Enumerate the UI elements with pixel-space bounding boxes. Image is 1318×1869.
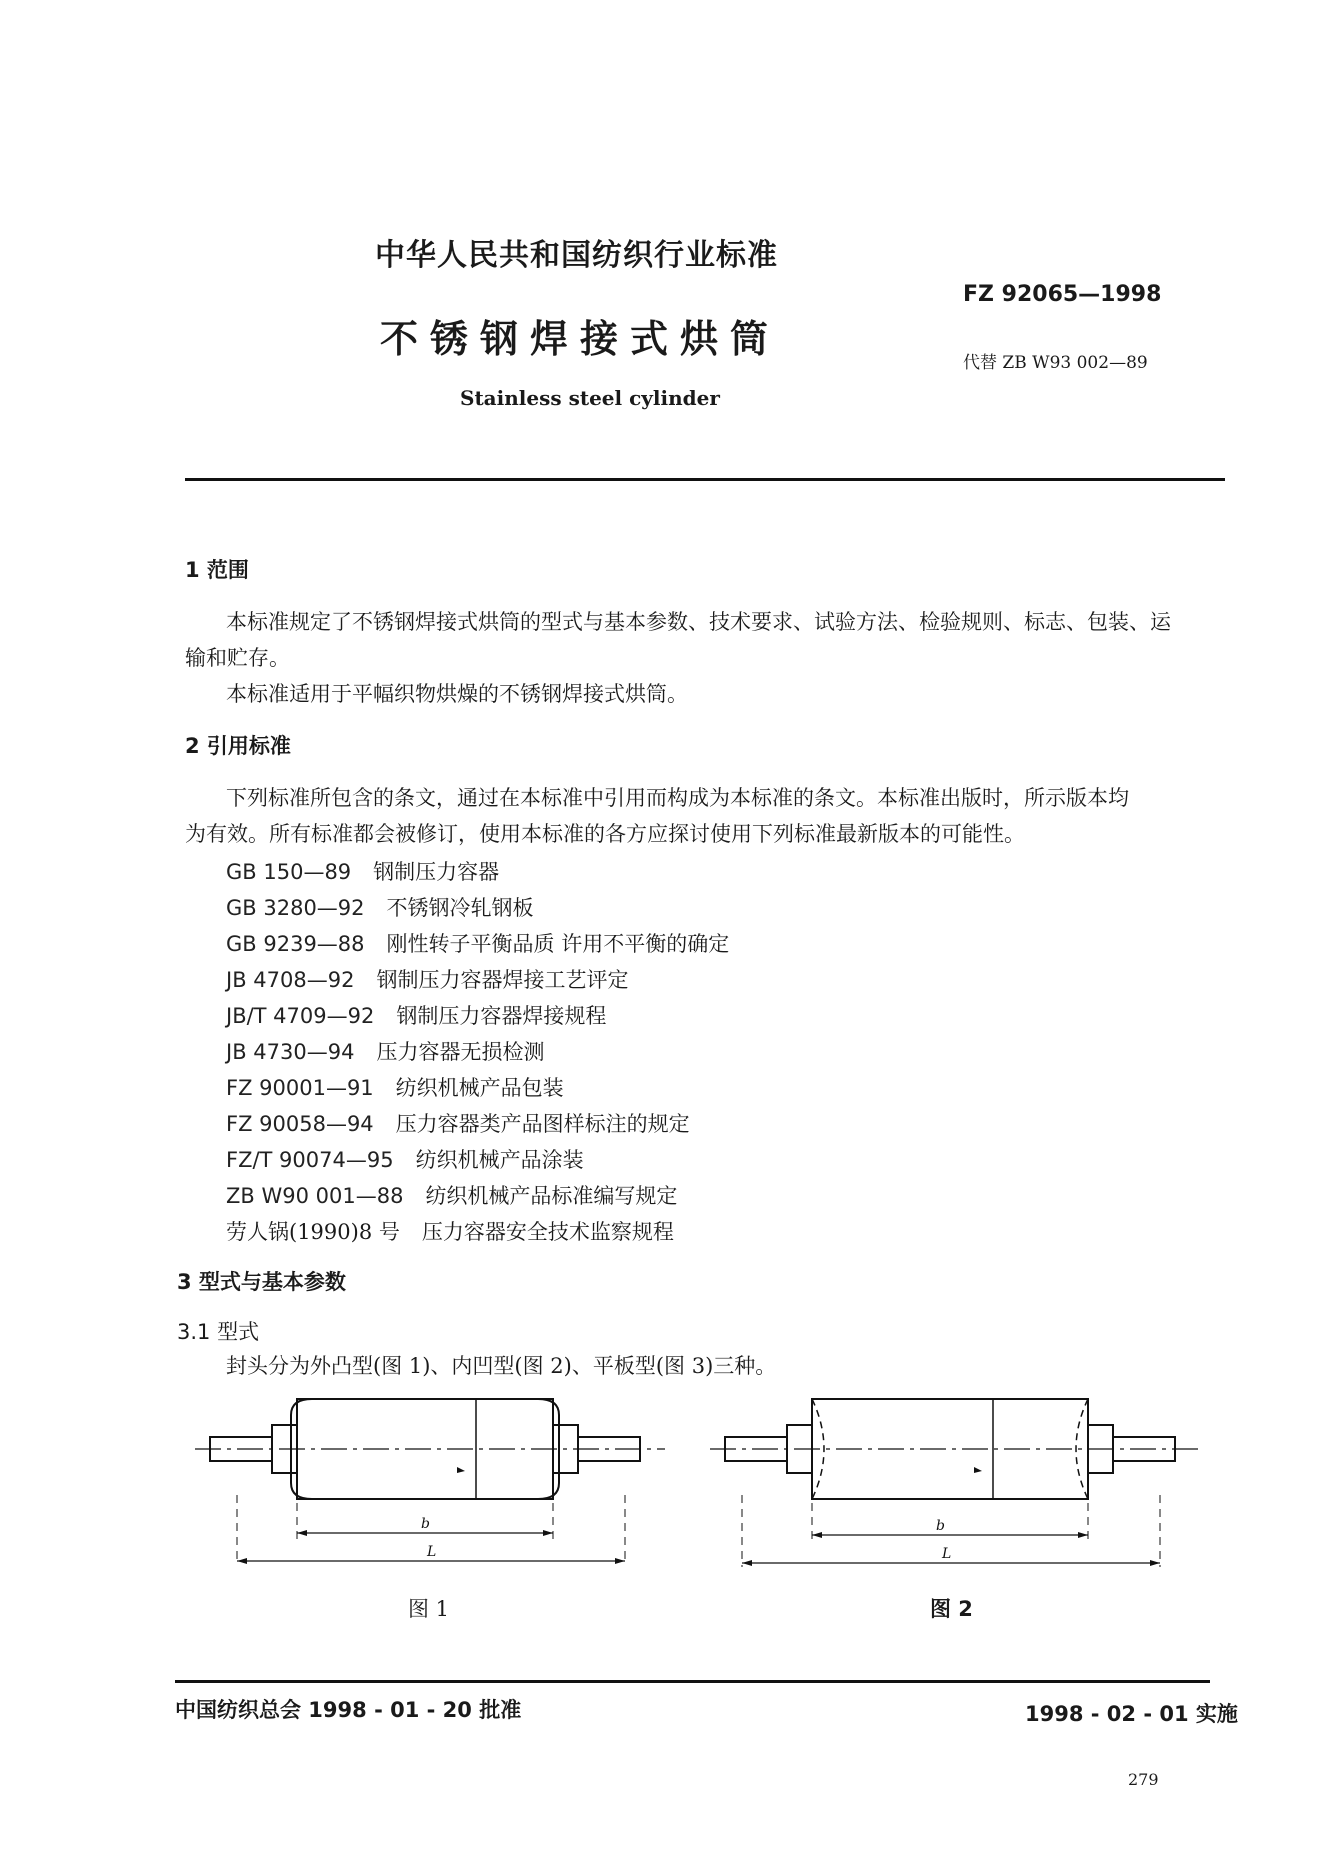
- reference-item: [226, 892, 534, 922]
- right-concave-head: [1076, 1399, 1088, 1499]
- reference-item: [226, 1216, 674, 1246]
- reference-code: JB 4730—94: [226, 1040, 355, 1064]
- rotation-arrow-mark: [457, 1467, 465, 1473]
- reference-title: 纺织机械产品涂装: [415, 1148, 584, 1172]
- reference-title: 纺织机械产品标准编写规定: [425, 1184, 678, 1208]
- section-2-heading: 2 引用标准: [185, 734, 291, 758]
- dimension-b-label: b: [936, 1518, 945, 1534]
- reference-title: 压力容器无损检测: [376, 1040, 545, 1064]
- reference-title: 不锈钢冷轧钢板: [386, 896, 534, 920]
- document-title-english: Stainless steel cylinder: [460, 386, 720, 410]
- header-rule: [185, 478, 1225, 481]
- reference-code: GB 9239—88: [226, 932, 365, 956]
- rotation-arrow-mark: [974, 1467, 982, 1473]
- reference-item: [226, 1072, 564, 1102]
- section-1-heading: 1 范围: [185, 558, 249, 582]
- section-3-1-paragraph: 封头分为外凸型(图 1)、内凹型(图 2)、平板型(图 3)三种。: [226, 1354, 777, 1378]
- reference-code: GB 150—89: [226, 860, 352, 884]
- reference-item: [226, 928, 729, 958]
- reference-title: 纺织机械产品包装: [395, 1076, 564, 1100]
- reference-item: [226, 1000, 606, 1030]
- reference-item: [226, 856, 499, 886]
- reference-item: [226, 964, 628, 994]
- figure-1-drawing: [195, 1385, 665, 1595]
- approval-line: 中国纺织总会 1998 - 01 - 20 批准: [175, 1698, 522, 1722]
- reference-item: [226, 1108, 690, 1138]
- section-2-paragraph-line-1: 下列标准所包含的条文，通过在本标准中引用而构成为本标准的条文。本标准出版时，所示版本均: [226, 786, 1129, 810]
- reference-code: GB 3280—92: [226, 896, 365, 920]
- dimension-l-label: L: [427, 1544, 437, 1560]
- dimension-b-label: b: [421, 1516, 430, 1532]
- reference-code: FZ/T 90074—95: [226, 1148, 394, 1172]
- reference-item: [226, 1144, 584, 1174]
- reference-code: JB/T 4709—92: [226, 1004, 375, 1028]
- reference-code: 劳人锅(1990)8 号: [226, 1220, 400, 1244]
- reference-title: 压力容器类产品图样标注的规定: [395, 1112, 690, 1136]
- section-1-paragraph-2: 本标准适用于平幅织物烘燥的不锈钢焊接式烘筒。: [226, 682, 688, 706]
- reference-title: 刚性转子平衡品质 许用不平衡的确定: [386, 932, 730, 956]
- reference-title: 压力容器安全技术监察规程: [421, 1220, 674, 1244]
- reference-code: FZ 90058—94: [226, 1112, 374, 1136]
- section-3-heading: 3 型式与基本参数: [177, 1270, 346, 1294]
- section-1-paragraph-1-line-1: 本标准规定了不锈钢焊接式烘筒的型式与基本参数、技术要求、试验方法、检验规则、标志、包装、运: [226, 610, 1171, 634]
- reference-title: 钢制压力容器焊接工艺评定: [376, 968, 629, 992]
- section-1-paragraph-1-line-2: 输和贮存。: [185, 646, 290, 670]
- figure-2-caption: 图 2: [930, 1597, 973, 1621]
- document-title: 不锈钢焊接式烘筒: [380, 317, 781, 361]
- reference-item: [226, 1036, 544, 1066]
- effective-date-line: 1998 - 02 - 01 实施: [1025, 1702, 1238, 1726]
- replaces-standard: 代替 ZB W93 002—89: [963, 353, 1148, 373]
- section-3-1-heading: 3.1 型式: [177, 1320, 260, 1344]
- reference-code: FZ 90001—91: [226, 1076, 374, 1100]
- reference-code: JB 4708—92: [226, 968, 355, 992]
- reference-code: ZB W90 001—88: [226, 1184, 404, 1208]
- reference-title: 钢制压力容器焊接规程: [396, 1004, 607, 1028]
- org-title: 中华人民共和国纺织行业标准: [375, 238, 778, 273]
- figure-2-drawing: [710, 1385, 1200, 1595]
- figure-1-caption: 图 1: [408, 1597, 450, 1621]
- reference-title: 钢制压力容器: [373, 860, 500, 884]
- dimension-l-label: L: [942, 1546, 952, 1562]
- footer-rule: [175, 1680, 1210, 1683]
- page-number: 279: [1128, 1770, 1159, 1789]
- section-2-paragraph-line-2: 为有效。所有标准都会被修订，使用本标准的各方应探讨使用下列标准最新版本的可能性。: [185, 822, 1025, 846]
- standard-number: FZ 92065—1998: [963, 282, 1162, 307]
- reference-item: [226, 1180, 677, 1210]
